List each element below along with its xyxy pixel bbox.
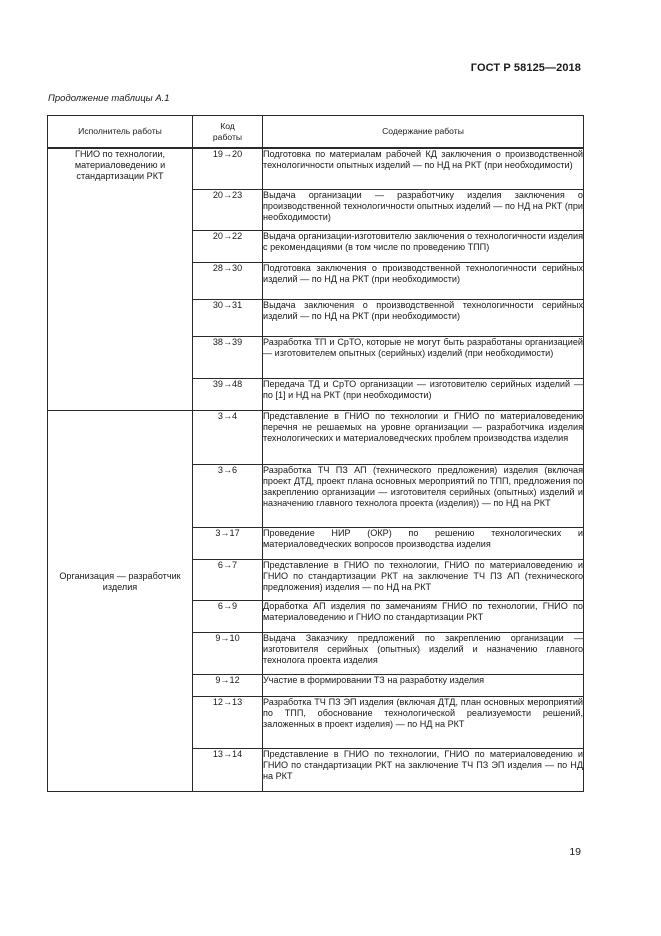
table-caption: Продолжение таблицы А.1 xyxy=(48,93,170,104)
work-code: 19→20 xyxy=(193,148,263,189)
work-content: Представление в ГНИО по технологии, ГНИО по материаловедению и ГНИО по стандартизации РКТ на заключение ТЧ ПЗ ЭП изделия — по НД на РКТ xyxy=(263,748,584,791)
work-content: Подготовка по материалам рабочей КД заключения о производственной технологичности опытных изделий — по НД на РКТ (при необходимости) xyxy=(263,148,584,189)
work-code: 12→13 xyxy=(193,696,263,748)
table-row xyxy=(48,148,584,189)
work-content: Участие в формировании ТЗ на разработку изделия xyxy=(263,674,584,696)
table-row xyxy=(48,410,584,464)
work-content: Выдача организации-изготовителю заключения о технологичности изделия с рекомендациями (в том числе по проведению ТПП) xyxy=(263,230,584,262)
work-content: Проведение НИР (ОКР) по решению технологических и материаловедческих вопросов производства изделия xyxy=(263,527,584,559)
work-table xyxy=(47,115,584,792)
page-number: 19 xyxy=(569,846,581,858)
work-content: Выдача заключения о производственной технологичности серийных изделий — по НД на РКТ (при необходимости) xyxy=(263,299,584,336)
work-code: 20→23 xyxy=(193,189,263,230)
work-code: 20→22 xyxy=(193,230,263,262)
work-content: Доработка АП изделия по замечаниям ГНИО по технологии, ГНИО по материаловедению и ГНИО по стандартизации РКТ xyxy=(263,600,584,632)
column-header-executor: Исполнитель работы xyxy=(48,116,193,149)
column-header-content: Содержание работы xyxy=(263,116,584,149)
work-code: 9→10 xyxy=(193,632,263,674)
work-code: 6→7 xyxy=(193,559,263,600)
work-content: Передача ТД и СрТО организации — изготовителю серийных изделий — по [1] и НД на РКТ (при необходимости) xyxy=(263,378,584,410)
work-code: 39→48 xyxy=(193,378,263,410)
work-code: 6→9 xyxy=(193,600,263,632)
work-code: 3→17 xyxy=(193,527,263,559)
work-content: Представление в ГНИО по технологии и ГНИО по материаловедению перечня не решаемых на уровне организации — разработчика изделия технологических и материаловедческих проблем производства изделия xyxy=(263,410,584,464)
work-content: Разработка ТЧ ПЗ ЭП изделия (включая ДТД, план основных мероприятий по ТПП, обоснование технологической реализуемости решений, заложенных в проект изделия) — по НД на РКТ xyxy=(263,696,584,748)
executor-cell: ГНИО по технологии, материаловедению и стандартизации РКТ xyxy=(48,148,193,410)
work-content: Выдача организации — разработчику изделия заключения о производственной технологичности опытных изделий — по НД на РКТ (при необходимости) xyxy=(263,189,584,230)
work-content: Представление в ГНИО по технологии, ГНИО по материаловедению и ГНИО по стандартизации РКТ на заключение ТЧ ПЗ АП (технического предложения) изделия — по НД на РКТ xyxy=(263,559,584,600)
column-header-code: Код работы xyxy=(193,116,263,149)
work-code: 30→31 xyxy=(193,299,263,336)
work-content: Подготовка заключения о производственной технологичности серийных изделий — по НД на РКТ (при необходимости) xyxy=(263,262,584,299)
work-code: 3→4 xyxy=(193,410,263,464)
table-header-row xyxy=(48,116,584,149)
work-code: 3→6 xyxy=(193,464,263,527)
work-code: 28→30 xyxy=(193,262,263,299)
work-code: 38→39 xyxy=(193,336,263,378)
document-standard-number: ГОСТ Р 58125—2018 xyxy=(470,62,581,74)
work-code: 9→12 xyxy=(193,674,263,696)
work-content: Разработка ТП и СрТО, которые не могут быть разработаны организацией — изготовителем опытных (серийных) изделий (при необходимости) xyxy=(263,336,584,378)
work-code: 13→14 xyxy=(193,748,263,791)
executor-cell: Организация — разработчик изделия xyxy=(48,410,193,791)
work-content: Выдача Заказчику предложений по закреплению организации — изготовителя серийных (опытных) изделий и назначению главного технолога проекта изделия xyxy=(263,632,584,674)
work-content: Разработка ТЧ ПЗ АП (технического предложения) изделия (включая проект ДТД, проект плана основных мероприятий по ТПП, предложения по закреплению организации — изготовителя серийных (опытных) изделий и назначению главного технолога проекта (изделия)) — по НД на РКТ xyxy=(263,464,584,527)
